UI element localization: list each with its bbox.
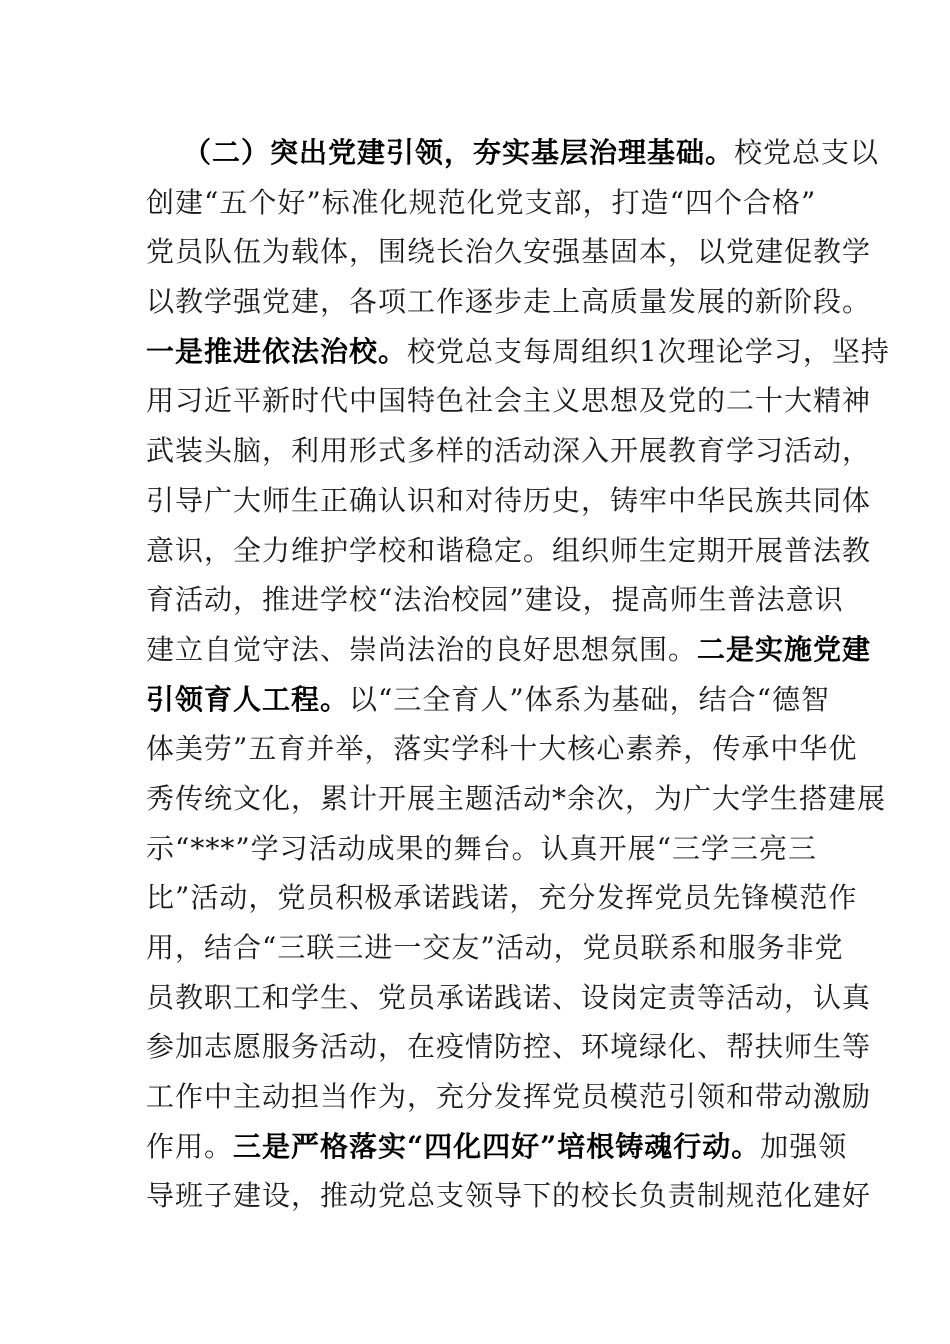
body-text-run: 工作中主动担当作为，充分发挥党员模范引领和带动激励 (146, 1080, 872, 1114)
bold-heading-text: 引领育人工程。 (146, 682, 350, 716)
text-line (146, 774, 887, 824)
text-line (146, 376, 872, 426)
text-line (146, 1022, 872, 1072)
body-text-run: 比”活动，党员积极承诺践诺，充分发挥党员先锋模范作 (146, 881, 858, 915)
text-line (146, 426, 872, 476)
body-text-run: 以“三全育人”体系为基础，结合“德智 (349, 682, 830, 716)
body-text-run: 以教学强党建，各项工作逐步走上高质量发展的新阶段。 (146, 285, 872, 319)
body-text-run: 导班子建设，推动党总支领导下的校长负责制规范化建好 (146, 1179, 872, 1213)
body-text (146, 128, 890, 1221)
body-text-run: 校党总支以 (734, 136, 880, 169)
text-line (146, 1122, 848, 1172)
text-line (146, 227, 872, 277)
text-line (146, 327, 890, 377)
body-text-run: 育活动，推进学校“法治校园”建设，提高师生普法意识 (146, 583, 844, 617)
body-text-run: 引导广大师生正确认识和对待历史，铸牢中华民族共同体 (146, 483, 872, 517)
bold-heading-text: （二）突出党建引领，夯实基层治理基础。 (183, 136, 735, 169)
text-line (146, 575, 844, 625)
body-text-run: 意识，全力维护学校和谐稳定。组织师生定期开展普法教 (146, 533, 872, 567)
text-line (146, 178, 816, 228)
body-text-run: 建立自觉守法、崇尚法治的良好思想氛围。 (146, 632, 698, 666)
body-text-run: 秀传统文化，累计开展主题活动*余次，为广大学生搭建展 (146, 781, 887, 815)
text-line (146, 675, 830, 725)
text-line (146, 526, 872, 576)
body-text-run: 用习近平新时代中国特色社会主义思想及党的二十大精神 (146, 384, 872, 418)
text-line (146, 724, 858, 774)
body-text-run: 党员队伍为载体，围绕长治久安强基固本，以党建促教学 (146, 235, 872, 269)
body-text-run: 创建“五个好”标准化规范化党支部，打造“四个合格” (146, 185, 817, 219)
body-text-run: 作用。 (146, 1129, 234, 1163)
bold-heading-text: 一是推进依法治校。 (146, 334, 408, 368)
text-line (146, 476, 872, 526)
text-line (146, 923, 844, 973)
body-text-run: 校党总支每周组织1次理论学习，坚持 (407, 334, 890, 368)
body-text-run: 用，结合“三联三进一交友”活动，党员联系和服务非党 (146, 931, 844, 964)
text-line (146, 1171, 872, 1221)
text-line (146, 873, 858, 923)
body-text-run: 武装头脑，利用形式多样的活动深入开展教育学习活动， (146, 434, 872, 468)
body-text-run: 体美劳”五育并举，落实学科十大核心素养，传承中华优 (146, 732, 858, 766)
text-line (146, 1072, 872, 1122)
text-line (146, 824, 816, 874)
text-line (146, 128, 880, 178)
text-line (146, 625, 872, 675)
text-line (146, 973, 872, 1023)
text-line (146, 277, 872, 327)
bold-heading-text: 二是实施党建 (697, 632, 872, 666)
bold-heading-text: 三是严格落实“四化四好”培根铸魂行动。 (233, 1129, 761, 1163)
body-text-run: 员教职工和学生、党员承诺践诺、设岗定责等活动，认真 (146, 980, 872, 1014)
body-text-run: 参加志愿服务活动，在疫情防控、环境绿化、帮扶师生等 (146, 1030, 872, 1064)
body-text-run: 加强领 (760, 1129, 848, 1163)
body-text-run: 示“***”学习活动成果的舞台。认真开展“三学三亮三 (146, 831, 817, 865)
